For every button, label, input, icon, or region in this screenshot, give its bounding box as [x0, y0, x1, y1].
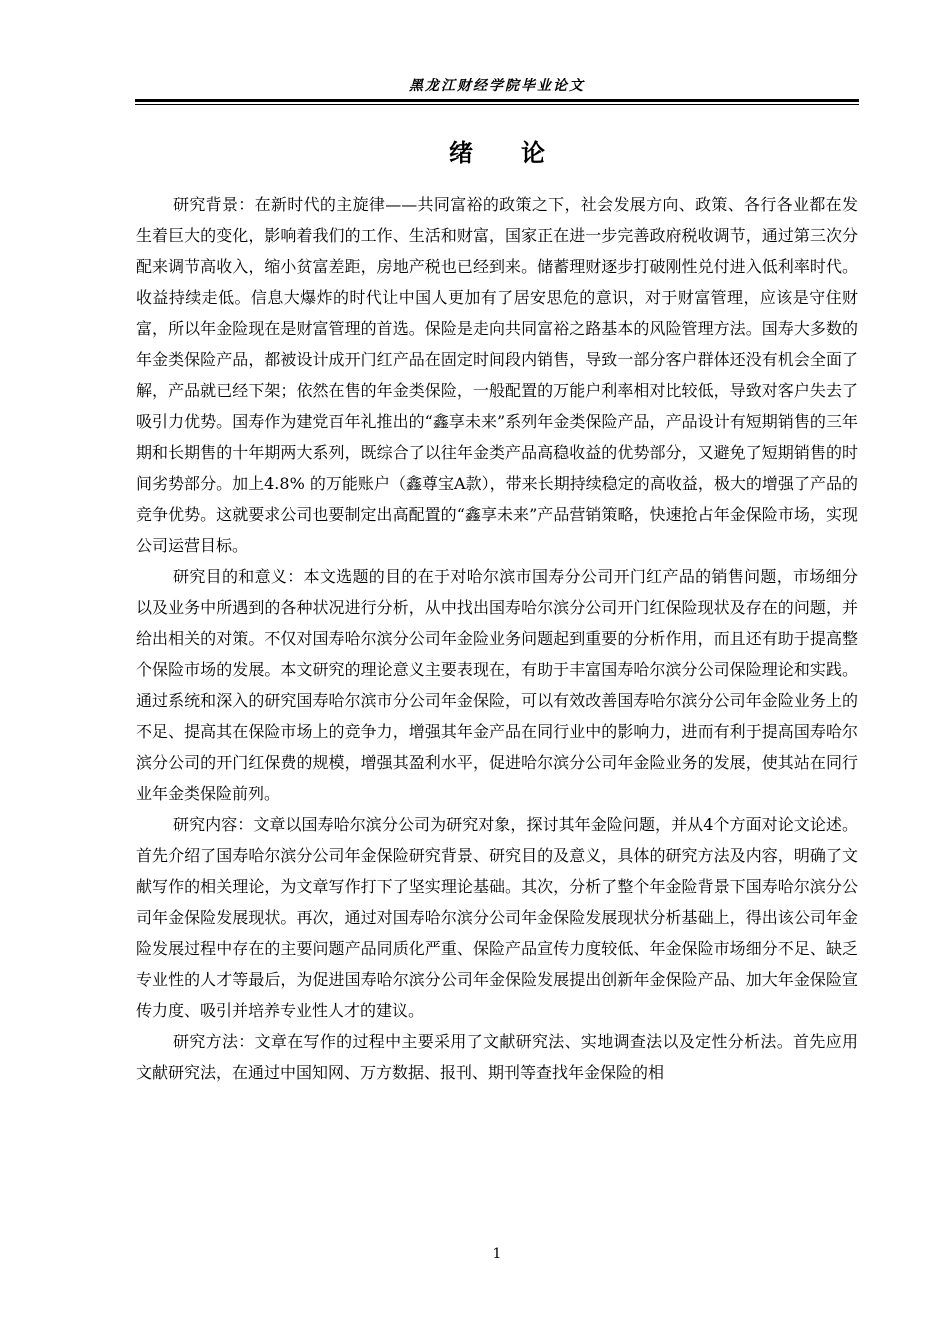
paragraph-research-method: 研究方法：文章在写作的过程中主要采用了文献研究法、实地调查法以及定性分析法。首先应用文献研究法，在通过中国知网、万方数据、报刊、期刊等查找年金保险的相: [136, 1032, 858, 1082]
page-number: 1: [492, 1246, 502, 1262]
paragraph-research-purpose: 研究目的和意义：本文选题的目的在于对哈尔滨市国寿分公司开门红产品的销售问题，市场细分以及业务中所遇到的各种状况进行分析，从中找出国寿哈尔滨分公司开门红保险现状及存在的问题，并给出相关的对策。不仅对国寿哈尔滨分公司年金险业务问题起到重要的分析作用，而且还有助于提高整个保险市场的发展。本文研究的理论意义主要表现在，有助于丰富国寿哈尔滨分公司保险理论和实践。通过系统和深入的研究国寿哈尔滨市分公司年金保险，可以有效改善国寿哈尔滨分公司年金险业务上的不足、提高其在保险市场上的竞争力，增强其年金产品在同行业中的影响力，进而有利于提高国寿哈尔滨分公司的开门红保费的规模，增强其盈利水平，促进哈尔滨分公司年金险业务的发展，使其站在同行业年金类保险前列。: [136, 567, 858, 803]
chapter-title: 绪论: [449, 139, 593, 167]
header-rule-thin: [135, 104, 859, 105]
running-header: 黑龙江财经学院毕业论文: [409, 78, 585, 94]
paragraph-research-content: 研究内容：文章以国寿哈尔滨分公司为研究对象，探讨其年金险问题，并从4个方面对论文论述。首先介绍了国寿哈尔滨分公司年金保险研究背景、研究目的及意义，具体的研究方法及内容，明确了文献写作的相关理论，为文章写作打下了坚实理论基础。其次，分析了整个年金险背景下国寿哈尔滨分公司年金保险发展现状。再次，通过对国寿哈尔滨分公司年金保险发展现状分析基础上，得出该公司年金险发展过程中存在的主要问题产品同质化严重、保险产品宣传力度较低、年金保险市场细分不足、缺乏专业性的人才等最后，为促进国寿哈尔滨分公司年金保险发展提出创新年金保险产品、加大年金保险宣传力度、吸引并培养专业性人才的建议。: [136, 815, 858, 1020]
paragraph-research-background: 研究背景：在新时代的主旋律——共同富裕的政策之下，社会发展方向、政策、各行各业都在发生着巨大的变化，影响着我们的工作、生活和财富，国家正在进一步完善政府税收调节，通过第三次分配来调节高收入，缩小贫富差距，房地产税也已经到来。储蓄理财逐步打破刚性兑付进入低利率时代。收益持续走低。信息大爆炸的时代让中国人更加有了居安思危的意识，对于财富管理，应该是守住财富，所以年金险现在是财富管理的首选。保险是走向共同富裕之路基本的风险管理方法。国寿大多数的年金类保险产品，都被设计成开门红产品在固定时间段内销售，导致一部分客户群体还没有机会全面了解，产品就已经下架；依然在售的年金类保险，一般配置的万能户利率相对比较低，导致对客户失去了吸引力优势。国寿作为建党百年礼推出的“鑫享未来”系列年金类保险产品，产品设计有短期销售的三年期和长期售的十年期两大系列，既综合了以往年金类产品高稳收益的优势部分，又避免了短期销售的时间劣势部分。加上4.8% 的万能账户（鑫尊宝A款），带来长期持续稳定的高收益，极大的增强了产品的竞争优势。这就要求公司也要制定出高配置的“鑫享未来”产品营销策略，快速抢占年金保险市场，实现公司运营目标。: [136, 195, 858, 555]
header-rule-thick: [135, 99, 859, 102]
body-text: [136, 189, 858, 1088]
